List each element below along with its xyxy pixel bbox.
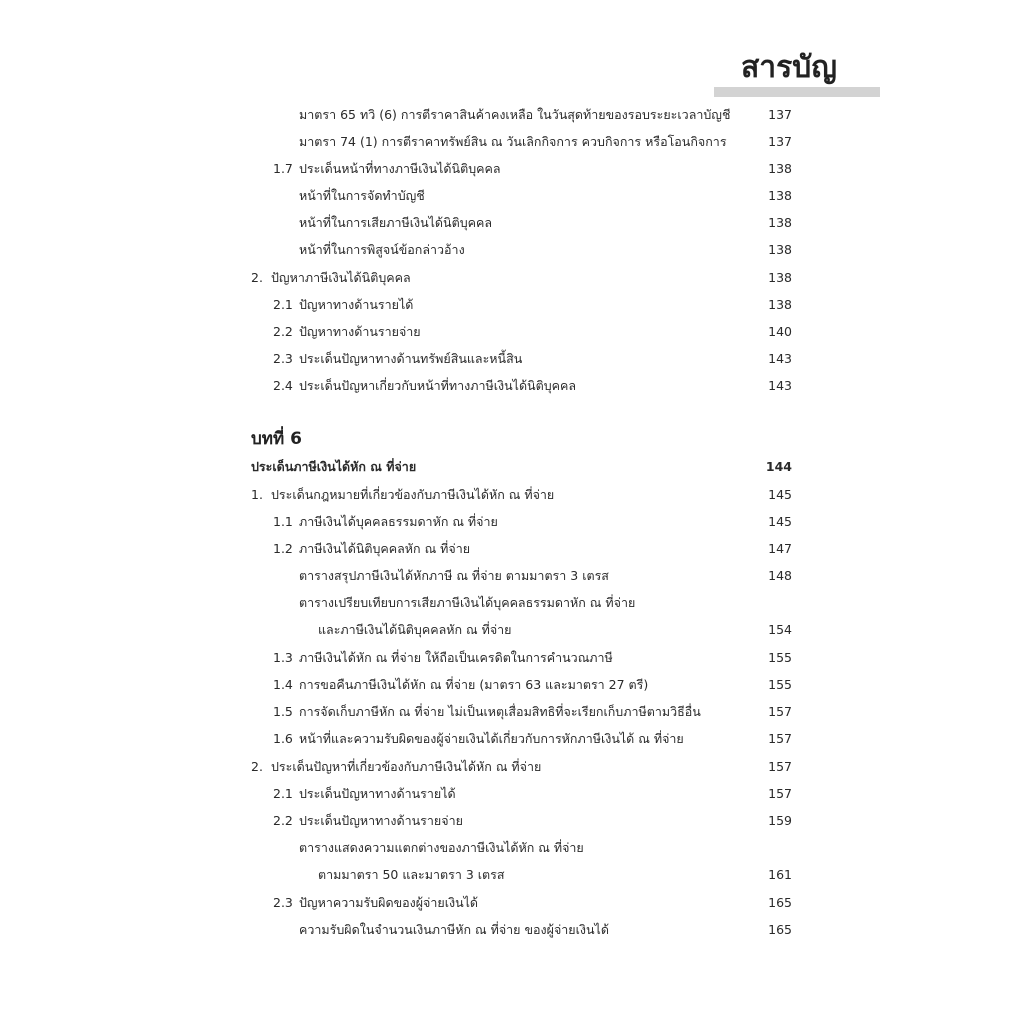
toc-entry-text: ประเด็นปัญหาเกี่ยวกับหน้าที่ทางภาษีเงินได้นิติบุคคล	[299, 378, 577, 393]
toc-entry	[0, 508, 1024, 535]
toc-entry-text: ปัญหาทางด้านรายจ่าย	[299, 324, 421, 339]
toc-entry-text: ปัญหาทางด้านรายได้	[299, 297, 414, 312]
toc-entry-page-number: 159	[768, 813, 792, 828]
toc-entry	[0, 182, 1024, 209]
toc-entry	[0, 236, 1024, 263]
title-underline-bar	[714, 87, 880, 97]
toc-entry	[0, 725, 1024, 752]
toc-entry-text: ปัญหาความรับผิดของผู้จ่ายเงินได้	[299, 895, 479, 910]
toc-entry-number: 1.4	[273, 677, 293, 692]
toc-entry-page-number: 145	[768, 514, 792, 529]
toc-entry-page-number: 137	[768, 107, 792, 122]
toc-entry-page-number: 165	[768, 895, 792, 910]
toc-entry-number: 2.4	[273, 378, 293, 393]
toc-entry-page-number: 148	[768, 568, 792, 583]
toc-entry-number: 2.1	[273, 786, 293, 801]
toc-entry-page-number: 138	[768, 242, 792, 257]
toc-entry	[0, 291, 1024, 318]
toc-entry-text: ประเด็นหน้าที่ทางภาษีเงินได้นิติบุคคล	[299, 161, 501, 176]
toc-entry-number: 1.1	[273, 514, 293, 529]
toc-entry-text: ความรับผิดในจำนวนเงินภาษีหัก ณ ที่จ่าย ของผู้จ่ายเงินได้	[299, 922, 609, 937]
toc-entry-text: ประเด็นปัญหาทางด้านทรัพย์สินและหนี้สิน	[299, 351, 523, 366]
toc-entry	[0, 155, 1024, 182]
toc-entry-number: 1.5	[273, 704, 293, 719]
toc-entry-number: 2.2	[273, 813, 293, 828]
toc-entry-page-number: 154	[768, 622, 792, 637]
toc-entry	[0, 807, 1024, 834]
toc-entry-text: หน้าที่ในการพิสูจน์ข้อกล่าวอ้าง	[299, 242, 465, 257]
toc-entry-number: 1.2	[273, 541, 293, 556]
toc-entry	[0, 345, 1024, 372]
toc-entry	[0, 889, 1024, 916]
toc-entry-number: 1.	[251, 487, 263, 502]
toc-entry-page-number: 157	[768, 759, 792, 774]
toc-entry-page-number: 155	[768, 650, 792, 665]
toc-entry	[0, 481, 1024, 508]
toc-entry-number: 2.3	[273, 351, 293, 366]
toc-entry-page-number: 161	[768, 867, 792, 882]
toc-entry-page-number: 137	[768, 134, 792, 149]
toc-entry-text: ประเด็นภาษีเงินได้หัก ณ ที่จ่าย	[251, 459, 417, 474]
toc-entry-number: 2.	[251, 759, 263, 774]
toc-entry	[0, 589, 1024, 616]
toc-entry-page-number: 144	[765, 459, 792, 474]
toc-entry	[0, 671, 1024, 698]
toc-entry-page-number: 165	[768, 922, 792, 937]
toc-entry	[0, 101, 1024, 128]
toc-entry-text: การจัดเก็บภาษีหัก ณ ที่จ่าย ไม่เป็นเหตุเสื่อมสิทธิที่จะเรียกเก็บภาษีตามวิธีอื่น	[299, 704, 701, 719]
toc-entry	[0, 209, 1024, 236]
toc-entry	[0, 264, 1024, 291]
toc-entry-number: 2.3	[273, 895, 293, 910]
toc-entry-text: ประเด็นกฎหมายที่เกี่ยวข้องกับภาษีเงินได้หัก ณ ที่จ่าย	[271, 487, 555, 502]
toc-entry-page-number: 138	[768, 297, 792, 312]
toc-entry-number: 1.6	[273, 731, 293, 746]
toc-entry-page-number: 138	[768, 215, 792, 230]
toc-entry-text: การขอคืนภาษีเงินได้หัก ณ ที่จ่าย (มาตรา 63 และมาตรา 27 ตรี)	[299, 677, 649, 692]
toc-entry-page-number: 145	[768, 487, 792, 502]
toc-entry-page-number: 138	[768, 161, 792, 176]
toc-entry	[0, 128, 1024, 155]
toc-entry	[0, 562, 1024, 589]
toc-entry-text: ภาษีเงินได้บุคคลธรรมดาหัก ณ ที่จ่าย	[299, 514, 498, 529]
toc-entry-text: หน้าที่ในการจัดทำบัญชี	[299, 188, 425, 203]
toc-entry	[0, 753, 1024, 780]
toc-entry-page-number: 138	[768, 270, 792, 285]
toc-entry-page-number: 147	[768, 541, 792, 556]
toc-chapter-title-row	[0, 453, 1024, 480]
toc-entry-text: ตารางเปรียบเทียบการเสียภาษีเงินได้บุคคลธรรมดาหัก ณ ที่จ่าย	[299, 595, 636, 610]
toc-entry-page-number: 155	[768, 677, 792, 692]
toc-entry-page-number: 138	[768, 188, 792, 203]
toc-entry-number: 2.	[251, 270, 263, 285]
toc-entry-text: ตารางแสดงความแตกต่างของภาษีเงินได้หัก ณ ที่จ่าย	[299, 840, 584, 855]
toc-entry-text: ภาษีเงินได้หัก ณ ที่จ่าย ให้ถือเป็นเครดิตในการคำนวณภาษี	[299, 650, 613, 665]
toc-entry	[0, 780, 1024, 807]
toc-entry	[0, 916, 1024, 943]
toc-entry-text: ประเด็นปัญหาทางด้านรายจ่าย	[299, 813, 463, 828]
toc-entry-text: หน้าที่และความรับผิดของผู้จ่ายเงินได้เกี่ยวกับการหักภาษีเงินได้ ณ ที่จ่าย	[299, 731, 684, 746]
toc-entry-page-number: 157	[768, 786, 792, 801]
toc-entry	[0, 698, 1024, 725]
toc-entry-text: มาตรา 74 (1) การตีราคาทรัพย์สิน ณ วันเลิกกิจการ ควบกิจการ หรือโอนกิจการ	[299, 134, 727, 149]
toc-entry	[0, 861, 1024, 888]
toc-entry-page-number: 157	[768, 704, 792, 719]
toc-entry-text: ตารางสรุปภาษีเงินได้หักภาษี ณ ที่จ่าย ตามมาตรา 3 เตรส	[299, 568, 609, 583]
toc-entry	[0, 535, 1024, 562]
toc-entry-page-number: 157	[768, 731, 792, 746]
toc-entry-text: มาตรา 65 ทวิ (6) การตีราคาสินค้าคงเหลือ ในวันสุดท้ายของรอบระยะเวลาบัญชี	[299, 107, 731, 122]
toc-entry-number: 1.7	[273, 161, 293, 176]
toc-entry-text: ประเด็นปัญหาทางด้านรายได้	[299, 786, 456, 801]
toc-entry	[0, 644, 1024, 671]
toc-entry-text: และภาษีเงินได้นิติบุคคลหัก ณ ที่จ่าย	[318, 622, 512, 637]
toc-entry-text: หน้าที่ในการเสียภาษีเงินได้นิติบุคคล	[299, 215, 493, 230]
toc-entry	[0, 834, 1024, 861]
toc-entry-page-number: 143	[768, 351, 792, 366]
page-title: สารบัญ	[741, 50, 837, 85]
toc-entry-page-number: 143	[768, 378, 792, 393]
toc-entry	[0, 318, 1024, 345]
toc-entry-text: ประเด็นปัญหาที่เกี่ยวข้องกับภาษีเงินได้หัก ณ ที่จ่าย	[271, 759, 542, 774]
chapter-heading: บทที่ 6	[251, 429, 302, 449]
toc-entry	[0, 372, 1024, 399]
toc-entry-number: 1.3	[273, 650, 293, 665]
toc-entry-text: ภาษีเงินได้นิติบุคคลหัก ณ ที่จ่าย	[299, 541, 471, 556]
toc-entry-number: 2.2	[273, 324, 293, 339]
toc-entry-number: 2.1	[273, 297, 293, 312]
toc-entry-text: ปัญหาภาษีเงินได้นิติบุคคล	[271, 270, 411, 285]
toc-entry-page-number: 140	[768, 324, 792, 339]
toc-entry	[0, 616, 1024, 643]
toc-entry-text: ตามมาตรา 50 และมาตรา 3 เตรส	[318, 867, 505, 882]
